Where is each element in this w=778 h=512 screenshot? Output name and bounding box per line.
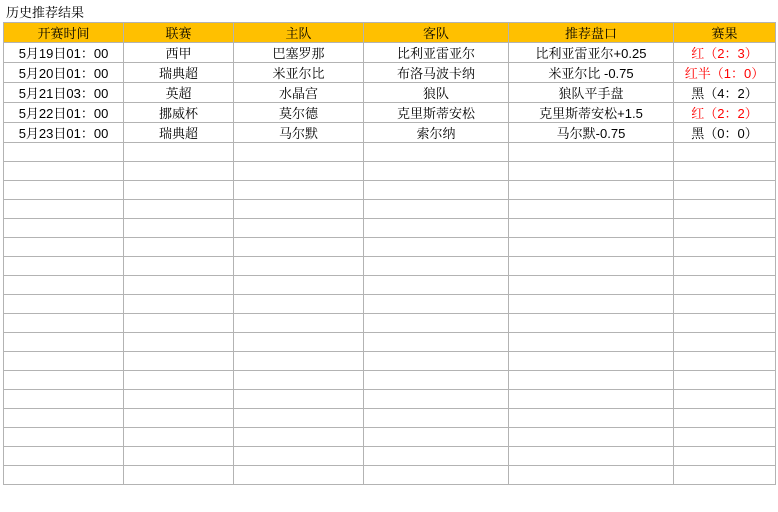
table-row — [4, 63, 776, 83]
cell-empty — [509, 162, 674, 181]
cell-time: 5月23日01：00 — [4, 123, 124, 143]
cell-away-team: 比利亚雷亚尔 — [364, 43, 509, 63]
cell-empty — [234, 390, 364, 409]
cell-empty — [234, 219, 364, 238]
cell-result: 红半（1：0） — [674, 63, 776, 83]
cell-league: 西甲 — [124, 43, 234, 63]
cell-empty — [124, 200, 234, 219]
table-row — [4, 83, 776, 103]
cell-empty — [4, 295, 124, 314]
cell-empty — [4, 238, 124, 257]
cell-empty — [124, 333, 234, 352]
cell-empty — [124, 447, 234, 466]
cell-home-team: 马尔默 — [234, 123, 364, 143]
cell-empty — [234, 143, 364, 162]
cell-empty — [124, 238, 234, 257]
cell-empty — [674, 447, 776, 466]
cell-empty — [234, 200, 364, 219]
cell-empty — [364, 333, 509, 352]
cell-handicap: 马尔默-0.75 — [509, 123, 674, 143]
cell-empty — [124, 371, 234, 390]
cell-empty — [509, 371, 674, 390]
cell-league: 瑞典超 — [124, 63, 234, 83]
table-row-empty — [4, 162, 776, 181]
cell-empty — [4, 428, 124, 447]
cell-empty — [674, 162, 776, 181]
cell-empty — [4, 447, 124, 466]
cell-empty — [4, 276, 124, 295]
cell-empty — [364, 314, 509, 333]
history-results-table — [3, 22, 776, 485]
cell-empty — [674, 409, 776, 428]
cell-empty — [364, 143, 509, 162]
cell-empty — [674, 276, 776, 295]
cell-empty — [364, 238, 509, 257]
cell-empty — [234, 466, 364, 485]
cell-league: 挪威杯 — [124, 103, 234, 123]
cell-empty — [124, 409, 234, 428]
cell-empty — [4, 409, 124, 428]
cell-result: 红（2：3） — [674, 43, 776, 63]
cell-time: 5月21日03：00 — [4, 83, 124, 103]
table-row-empty — [4, 390, 776, 409]
cell-time: 5月19日01：00 — [4, 43, 124, 63]
cell-empty — [234, 409, 364, 428]
cell-result: 黑（0：0） — [674, 123, 776, 143]
cell-empty — [364, 200, 509, 219]
table-row-empty — [4, 333, 776, 352]
table-row-empty — [4, 257, 776, 276]
cell-handicap: 比利亚雷亚尔+0.25 — [509, 43, 674, 63]
cell-empty — [509, 352, 674, 371]
cell-empty — [509, 238, 674, 257]
cell-empty — [509, 181, 674, 200]
page-title: 历史推荐结果 — [6, 4, 85, 20]
cell-empty — [364, 162, 509, 181]
cell-empty — [124, 276, 234, 295]
cell-empty — [234, 238, 364, 257]
cell-empty — [4, 219, 124, 238]
cell-away-team: 克里斯蒂安松 — [364, 103, 509, 123]
cell-empty — [364, 181, 509, 200]
cell-league: 英超 — [124, 83, 234, 103]
cell-empty — [124, 295, 234, 314]
cell-empty — [234, 371, 364, 390]
cell-empty — [234, 162, 364, 181]
cell-empty — [364, 276, 509, 295]
cell-away-team: 索尔纳 — [364, 123, 509, 143]
cell-empty — [4, 200, 124, 219]
table-row-empty — [4, 238, 776, 257]
table-row-empty — [4, 447, 776, 466]
table-row-empty — [4, 409, 776, 428]
cell-handicap: 狼队平手盘 — [509, 83, 674, 103]
cell-empty — [124, 352, 234, 371]
cell-empty — [674, 371, 776, 390]
cell-empty — [674, 428, 776, 447]
cell-empty — [4, 371, 124, 390]
cell-empty — [234, 257, 364, 276]
cell-empty — [509, 409, 674, 428]
cell-empty — [364, 295, 509, 314]
cell-empty — [509, 466, 674, 485]
cell-empty — [124, 257, 234, 276]
cell-empty — [364, 466, 509, 485]
table-row-empty — [4, 466, 776, 485]
cell-empty — [674, 295, 776, 314]
cell-empty — [674, 238, 776, 257]
cell-empty — [674, 200, 776, 219]
cell-empty — [124, 143, 234, 162]
column-header-away-team: 客队 — [364, 23, 509, 43]
cell-empty — [674, 333, 776, 352]
cell-handicap: 米亚尔比 -0.75 — [509, 63, 674, 83]
cell-empty — [4, 352, 124, 371]
cell-empty — [4, 314, 124, 333]
cell-result: 红（2：2） — [674, 103, 776, 123]
column-header-home-team: 主队 — [234, 23, 364, 43]
cell-time: 5月22日01：00 — [4, 103, 124, 123]
column-header-time: 开赛时间 — [4, 23, 124, 43]
cell-empty — [674, 143, 776, 162]
table-header — [4, 23, 776, 43]
cell-empty — [509, 276, 674, 295]
cell-away-team: 布洛马波卡纳 — [364, 63, 509, 83]
table-row-empty — [4, 181, 776, 200]
cell-empty — [124, 390, 234, 409]
cell-empty — [364, 352, 509, 371]
cell-time: 5月20日01：00 — [4, 63, 124, 83]
cell-empty — [674, 390, 776, 409]
cell-empty — [4, 390, 124, 409]
cell-empty — [674, 352, 776, 371]
cell-empty — [234, 352, 364, 371]
cell-empty — [364, 447, 509, 466]
cell-home-team: 米亚尔比 — [234, 63, 364, 83]
table-row-empty — [4, 371, 776, 390]
cell-empty — [509, 314, 674, 333]
cell-empty — [364, 257, 509, 276]
cell-empty — [509, 428, 674, 447]
cell-empty — [124, 181, 234, 200]
table-header-row — [4, 23, 776, 43]
cell-home-team: 莫尔德 — [234, 103, 364, 123]
table-row — [4, 43, 776, 63]
cell-empty — [674, 181, 776, 200]
cell-empty — [4, 143, 124, 162]
cell-home-team: 水晶宫 — [234, 83, 364, 103]
cell-empty — [674, 219, 776, 238]
cell-empty — [674, 466, 776, 485]
cell-empty — [364, 409, 509, 428]
cell-empty — [509, 257, 674, 276]
cell-empty — [234, 428, 364, 447]
cell-empty — [509, 390, 674, 409]
cell-empty — [364, 390, 509, 409]
column-header-result: 赛果 — [674, 23, 776, 43]
cell-empty — [509, 143, 674, 162]
cell-empty — [124, 428, 234, 447]
table-body — [4, 43, 776, 485]
cell-empty — [234, 447, 364, 466]
table-row-empty — [4, 428, 776, 447]
table-row — [4, 123, 776, 143]
cell-empty — [674, 314, 776, 333]
cell-handicap: 克里斯蒂安松+1.5 — [509, 103, 674, 123]
table-row-empty — [4, 200, 776, 219]
sheet-title-bar — [0, 0, 778, 22]
cell-result: 黑（4：2） — [674, 83, 776, 103]
cell-empty — [234, 333, 364, 352]
column-header-handicap: 推荐盘口 — [509, 23, 674, 43]
cell-empty — [124, 162, 234, 181]
cell-empty — [234, 276, 364, 295]
cell-empty — [509, 200, 674, 219]
cell-away-team: 狼队 — [364, 83, 509, 103]
table-row-empty — [4, 143, 776, 162]
table-row — [4, 103, 776, 123]
table-row-empty — [4, 314, 776, 333]
cell-empty — [674, 257, 776, 276]
cell-empty — [364, 371, 509, 390]
cell-empty — [4, 162, 124, 181]
cell-empty — [509, 295, 674, 314]
cell-empty — [364, 219, 509, 238]
cell-empty — [124, 466, 234, 485]
cell-empty — [509, 447, 674, 466]
cell-league: 瑞典超 — [124, 123, 234, 143]
cell-empty — [124, 219, 234, 238]
cell-empty — [509, 219, 674, 238]
cell-empty — [364, 428, 509, 447]
table-row-empty — [4, 295, 776, 314]
cell-empty — [4, 181, 124, 200]
cell-empty — [509, 333, 674, 352]
cell-empty — [4, 333, 124, 352]
table-row-empty — [4, 219, 776, 238]
cell-empty — [234, 181, 364, 200]
cell-empty — [4, 466, 124, 485]
cell-empty — [4, 257, 124, 276]
cell-empty — [234, 295, 364, 314]
table-row-empty — [4, 352, 776, 371]
cell-empty — [234, 314, 364, 333]
cell-home-team: 巴塞罗那 — [234, 43, 364, 63]
column-header-league: 联赛 — [124, 23, 234, 43]
cell-empty — [124, 314, 234, 333]
table-row-empty — [4, 276, 776, 295]
